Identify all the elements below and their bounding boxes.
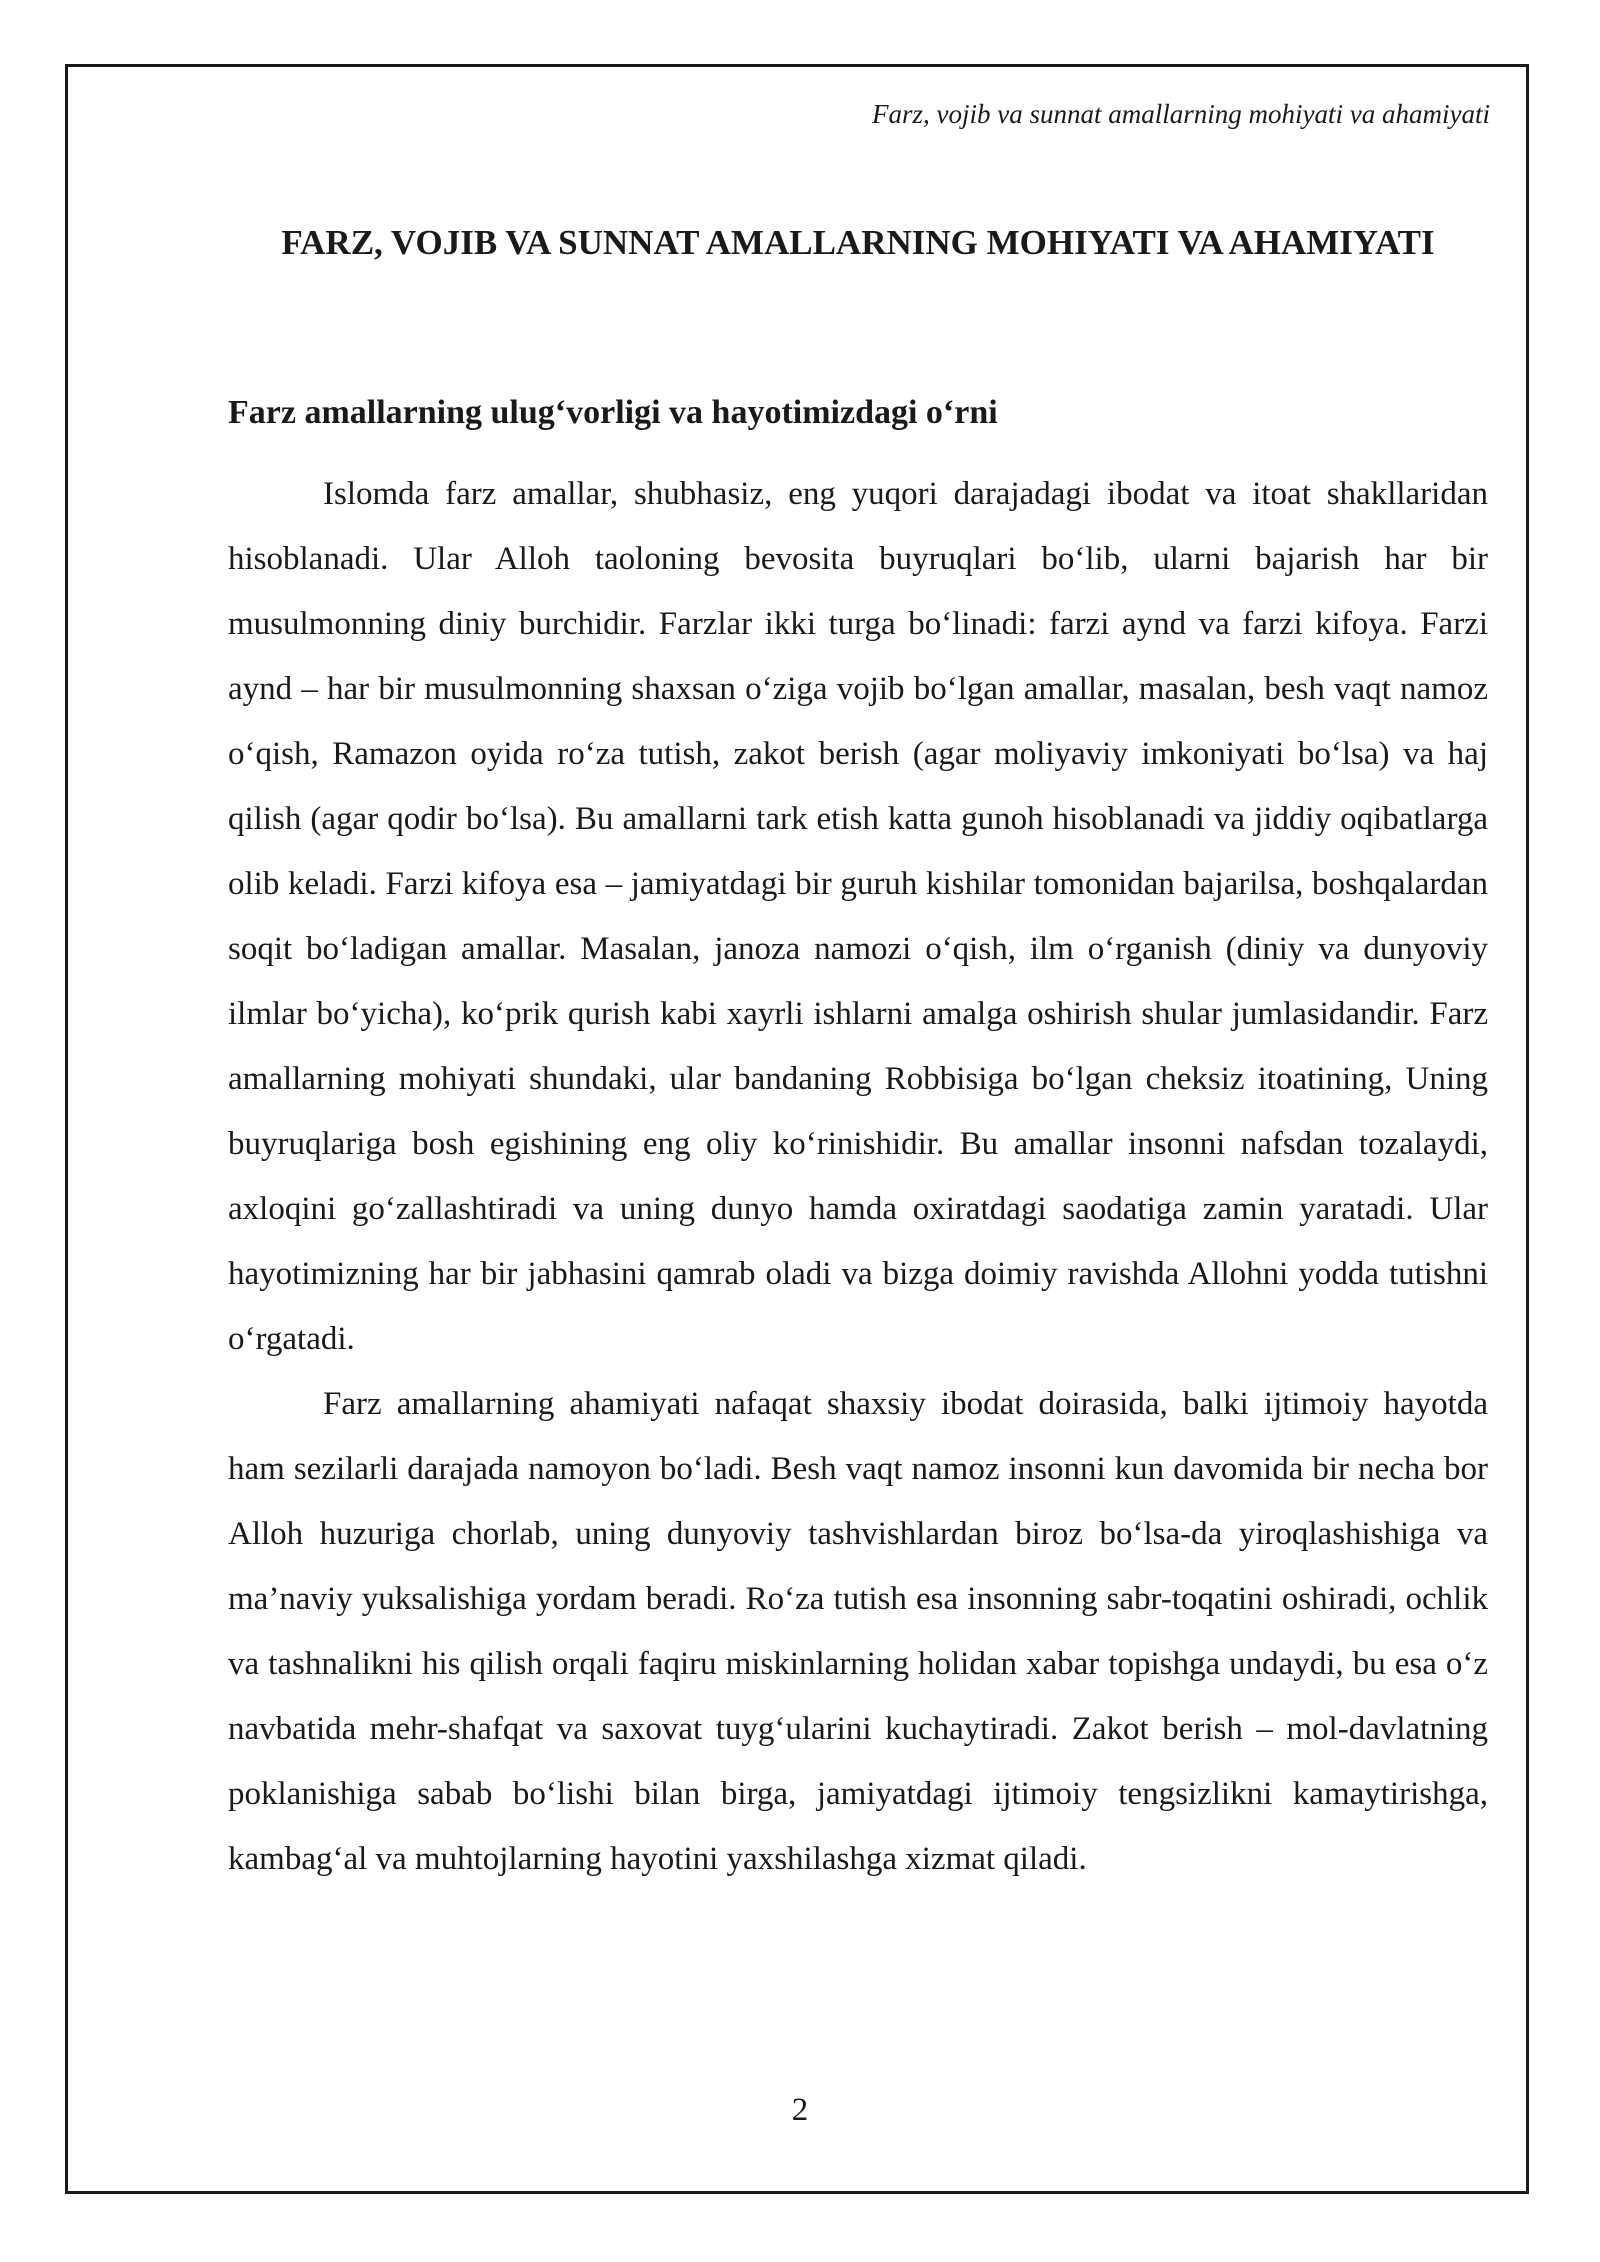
- paragraph: Islomda farz amallar, shubhasiz, eng yuqori darajadagi ibodat va itoat shakllaridan hisoblanadi. Ular Alloh taoloning bevosita buyruqlari bo‘lib, ularni bajarish har bir musulmonning diniy burchidir. Farzlar ikki turga bo‘linadi: farzi aynd va farzi kifoya. Farzi aynd – har bir musulmonning shaxsan o‘ziga vojib bo‘lgan amallar, masalan, besh vaqt namoz o‘qish, Ramazon oyida ro‘za tutish, zakot berish (agar moliyaviy imkoniyati bo‘lsa) va haj qilish (agar qodir bo‘lsa). Bu amallarni tark etish katta gunoh hisoblanadi va jiddiy oqibatlarga olib keladi. Farzi kifoya esa – jamiyatdagi bir guruh kishilar tomonidan bajarilsa, boshqalardan soqit bo‘ladigan amallar. Masalan, janoza namozi o‘qish, ilm o‘rganish (diniy va dunyoviy ilmlar bo‘yicha), ko‘prik qurish kabi xayrli ishlarni amalga oshirish shular jumlasidandir. Farz amallarning mohiyati shundaki, ular bandaning Robbisiga bo‘lgan cheksiz itoatining, Uning buyruqlariga bosh egishining eng oliy ko‘rinishidir. Bu amallar insonni nafsdan tozalaydi, axloqini go‘zallashtiradi va uning dunyo hamda oxiratdagi saodatiga zamin yaratadi. Ular hayotimizning har bir jabhasini qamrab oladi va bizga doimiy ravishda Allohni yodda tutishni o‘rgatadi.: [228, 476, 1488, 1357]
- section-heading: Farz amallarning ulug‘vorligi va hayotimizdagi o‘rni: [228, 394, 998, 431]
- page-number: 2: [791, 2092, 809, 2128]
- body-text: [228, 462, 1488, 1892]
- document-title: FARZ, VOJIB VA SUNNAT AMALLARNING MOHIYATI VA AHAMIYATI: [281, 223, 1435, 262]
- paragraph: Farz amallarning ahamiyati nafaqat shaxsiy ibodat doirasida, balki ijtimoiy hayotda ham sezilarli darajada namoyon bo‘ladi. Besh vaqt namoz insonni kun davomida bir necha bor Alloh huzuriga chorlab, uning dunyoviy tashvishlardan biroz bo‘lsa-da yiroqlashishiga va ma’naviy yuksalishiga yordam beradi. Ro‘za tutish esa insonning sabr-toqatini oshiradi, ochlik va tashnalikni his qilish orqali faqiru miskinlarning holidan xabar topishga undaydi, bu esa o‘z navbatida mehr-shafqat va saxovat tuyg‘ularini kuchaytiradi. Zakot berish – mol-davlatning poklanishiga sabab bo‘lishi bilan birga, jamiyatdagi ijtimoiy tengsizlikni kamaytirishga, kambag‘al va muhtojlarning hayotini yaxshilashga xizmat qiladi.: [228, 1386, 1488, 1877]
- running-header: Farz, vojib va sunnat amallarning mohiyati va ahamiyati: [872, 99, 1490, 129]
